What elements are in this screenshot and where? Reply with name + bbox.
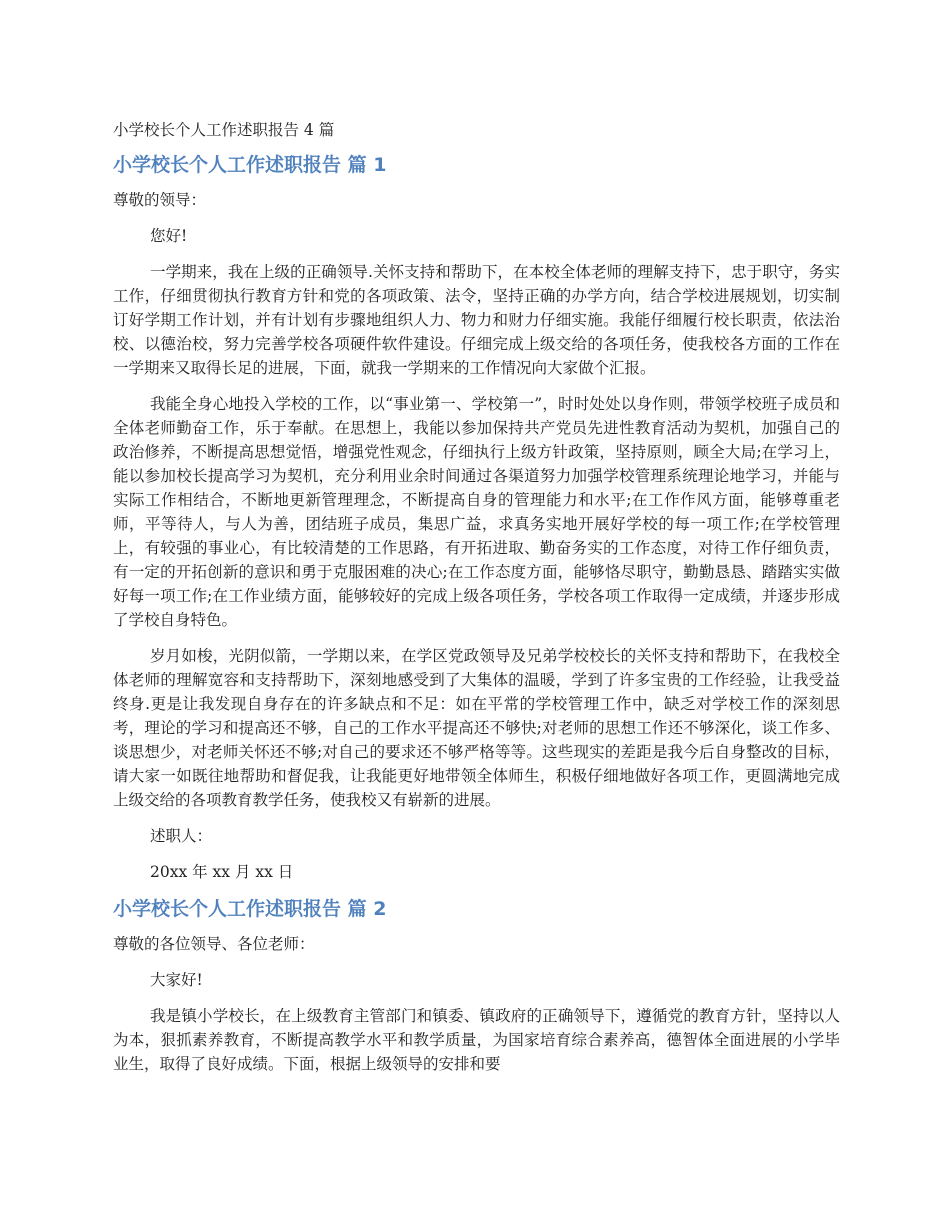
document-title: 小学校长个人工作述职报告 4 篇 bbox=[113, 121, 335, 139]
section-1-paragraph: 我能全身心地投入学校的工作，以“事业第一、学校第一”，时时处处以身作则，带领学校班子成员和全体老师勤奋工作，乐于奉献。在思想上，我能以参加保持共产党员先进性教育活动为契机，加强自己的政治修养，不断提高思想觉悟，增强党性观念，仔细执行上级方针政策，坚持原则，顾全大局;在学习上，能以参加校长提高学习为契机，充分利用业余时间通过各渠道努力加强学校管理系统理论地学习，并能与实际工作相结合，不断地更新管理理念，不断提高自身的管理能力和水平;在工作作风方面，能够尊重老师，平等待人，与人为善，团结班子成员，集思广益，求真务实地开展好学校的每一项工作;在学校管理上，有较强的事业心，有比较清楚的工作思路，有开拓进取、勤奋务实的工作态度，对待工作仔细负责，有一定的开拓创新的意识和勇于克服困难的决心;在工作态度方面，能够恪尽职守，勤勤恳恳、踏踏实实做好每一项工作;在工作业绩方面，能够较好的完成上级各项任务，学校各项工作取得一定成绩，并逐步形成了学校自身特色。 bbox=[113, 395, 840, 629]
section-2-salutation: 尊敬的各位领导、各位老师： bbox=[113, 935, 315, 953]
section-1-paragraph: 岁月如梭，光阴似箭，一学期以来，在学区党政领导及兄弟学校校长的关怀支持和帮助下，在我校全体老师的理解宽容和支持帮助下，深刻地感受到了大集体的温暖，学到了许多宝贵的工作经验，让我受益终身.更是让我发现自身存在的许多缺点和不足：如在平常的学校管理工作中，缺乏对学校工作的深刻思考，理论的学习和提高还不够，自己的工作水平提高还不够快;对老师的思想工作还不够深化，谈工作多、谈思想少，对老师关怀还不够;对自己的要求还不够严格等等。这些现实的差距是我今后自身整改的目标，请大家一如既往地帮助和督促我，让我能更好地带领全体师生，积极仔细地做好各项工作，更圆满地完成上级交给的各项教育教学任务，使我校又有崭新的进展。 bbox=[113, 647, 840, 809]
section-1-salutation: 尊敬的领导： bbox=[113, 191, 207, 209]
section-1-paragraph: 一学期来，我在上级的正确领导.关怀支持和帮助下，在本校全体老师的理解支持下，忠于职守，务实工作，仔细贯彻执行教育方针和党的各项政策、法令，坚持正确的办学方向，结合学校进展规划，切实制订好学期工作计划，并有计划有步骤地组织人力、物力和财力仔细实施。我能仔细履行校长职责，依法治校、以德治校，努力完善学校各项硬件软件建设。仔细完成上级交给的各项任务，使我校各方面的工作在一学期来又取得长足的进展，下面，就我一学期来的工作情况向大家做个汇报。 bbox=[113, 263, 840, 377]
section-2-greeting: 大家好! bbox=[150, 971, 203, 989]
section-1-date: 20xx 年 xx 月 xx 日 bbox=[150, 863, 294, 881]
section-1-heading: 小学校长个人工作述职报告 篇 1 bbox=[113, 154, 387, 176]
section-1-signature-label: 述职人： bbox=[150, 827, 213, 845]
section-1-greeting: 您好! bbox=[150, 227, 188, 245]
section-2-paragraph: 我是镇小学校长，在上级教育主管部门和镇委、镇政府的正确领导下，遵循党的教育方针，坚持以人为本，狠抓素养教育，不断提高教学水平和教学质量，为国家培育综合素养高，德智体全面进展的小学毕业生，取得了良好成绩。下面，根据上级领导的安排和要 bbox=[113, 1007, 840, 1073]
document-page bbox=[113, 118, 840, 1088]
section-2-heading: 小学校长个人工作述职报告 篇 2 bbox=[113, 898, 387, 920]
